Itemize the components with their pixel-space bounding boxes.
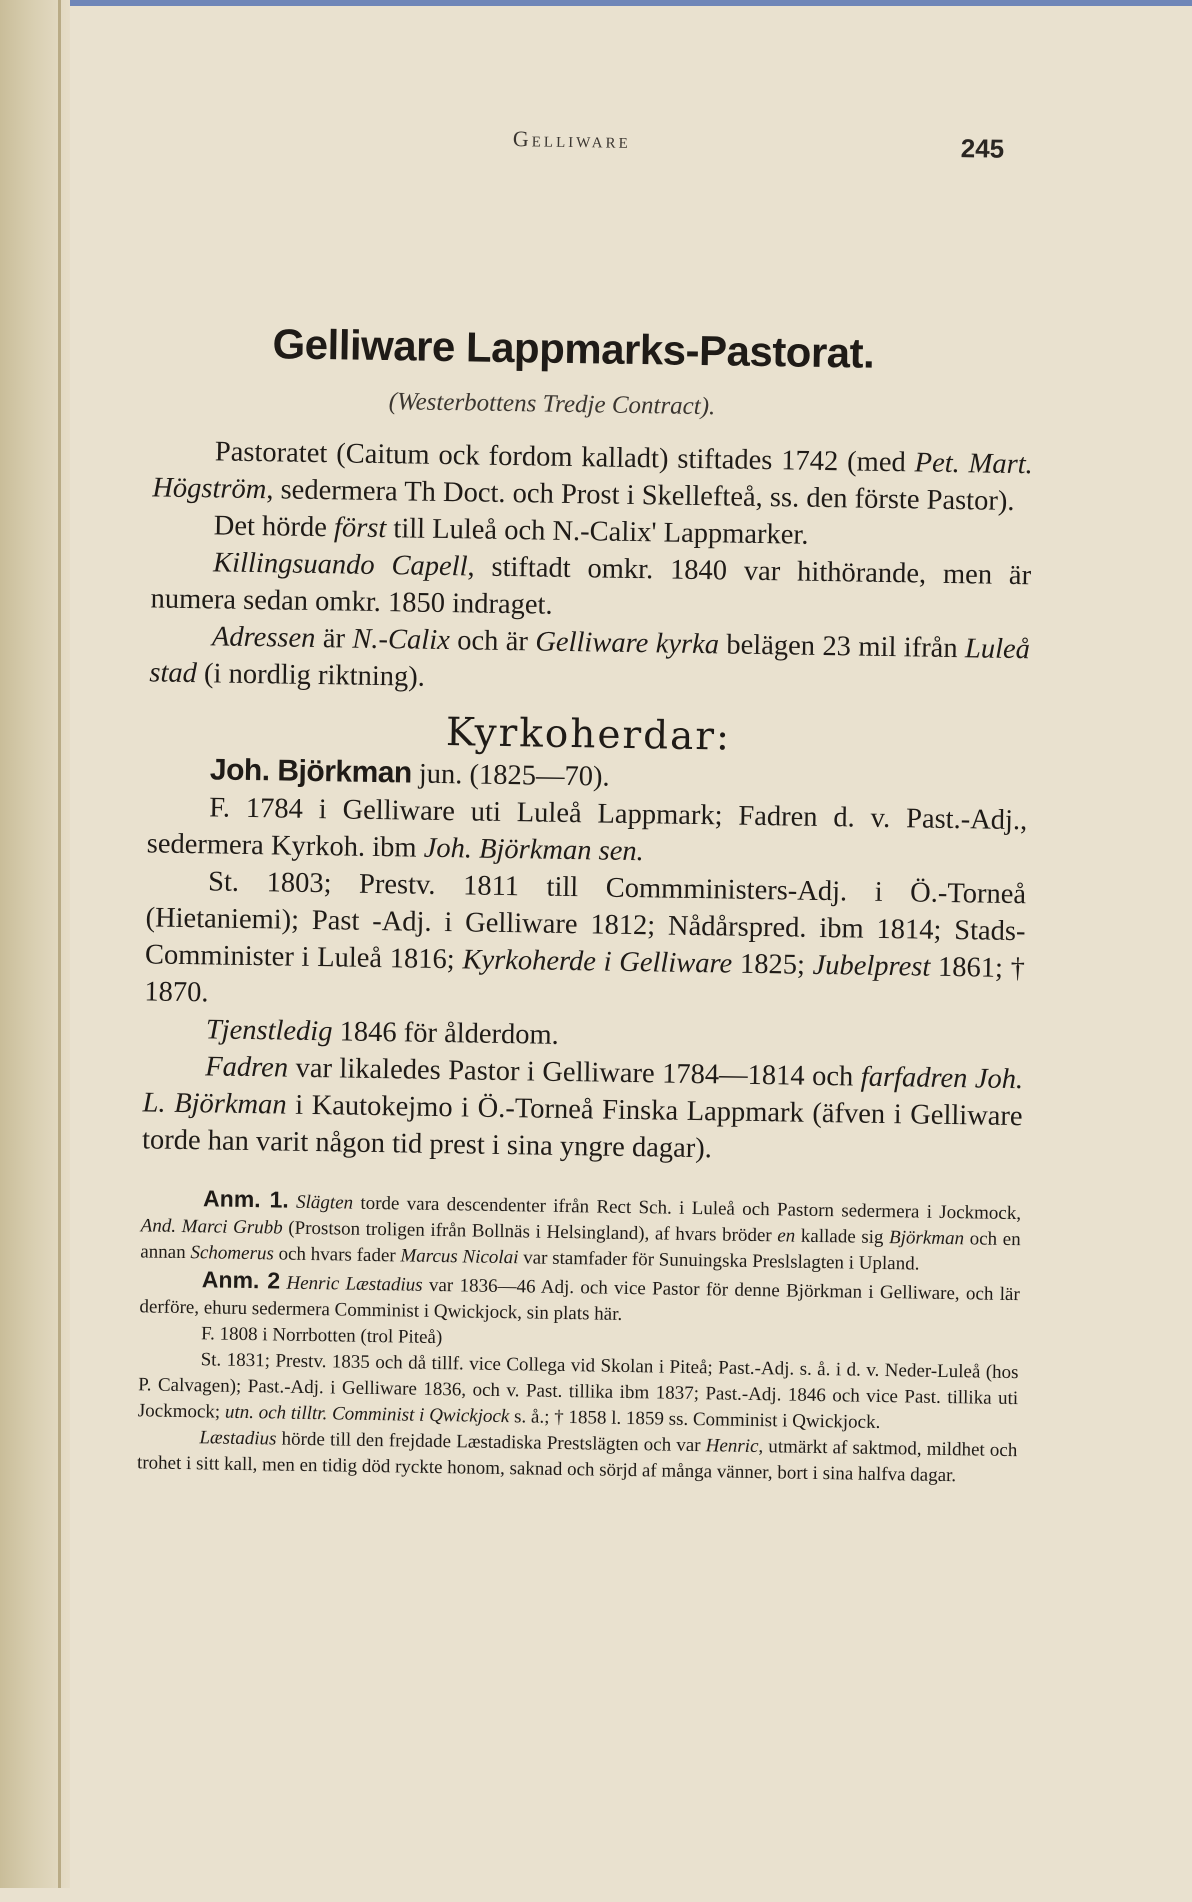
text-run: Fadren (205, 1051, 289, 1084)
text-run: Adressen (211, 621, 316, 654)
text-run: utn. och tilltr. Comminist i Qwickjock (224, 1401, 510, 1428)
section-heading: Kyrkoherdar: (445, 710, 732, 760)
text-run: Jubelprest (812, 949, 931, 983)
text-run: N.-Calix (352, 623, 451, 657)
text-run: 1846 för ålderdom. (332, 1016, 560, 1051)
text-run: Slägten (295, 1191, 354, 1214)
text-run: Luleå stad (149, 633, 1031, 690)
text-run: Det hörde (213, 510, 335, 544)
text-run: Björkman (888, 1227, 965, 1250)
entry-years: jun. (1825—70). (411, 758, 610, 793)
running-head: Gelliware (512, 126, 631, 153)
text-run: (Prostson troligen ifrån Bollnäs i Helsingland), af hvars bröder (282, 1217, 778, 1247)
text-run: 1861; † 1870. (144, 951, 1026, 1009)
text-run: , utmärkt af saktmod, mildhet och trohet i sitt kall, men en tidig död ryckte honom, saknad och sörjd af många vänner, bort i sina halfva dagar. (136, 1436, 1018, 1487)
entry-name: Joh. Björkman (209, 753, 413, 790)
book-page (100, 0, 1050, 1902)
text-run: först (333, 512, 387, 545)
text-run: till Luleå och N.-Calix' Lappmarker. (386, 513, 809, 551)
note-1 (140, 1184, 1021, 1279)
entry-father (142, 1047, 1024, 1172)
text-run: Pastoratet (Caitum ock fordom kalladt) stiftades 1742 (med (214, 436, 915, 479)
text-run: Henric (705, 1435, 759, 1458)
text-run: F. 1808 i Norrbotten (trol Piteå) (200, 1323, 443, 1349)
text-run: kallade sig (795, 1225, 890, 1249)
text-run: Henric Læstadius (286, 1272, 423, 1296)
page-title: Gelliware Lappmarks-Pastorat. (272, 320, 875, 377)
text-run: i Kautokejmo i Ö.-Torneå Finska Lappmark (äfven i Gelliware torde han varit någon tid prest i sina yngre dagar). (141, 1089, 1023, 1165)
text-run: belägen 23 mil ifrån (718, 629, 966, 665)
text-run: (i nordlig riktning). (196, 658, 426, 693)
text-run: och hvars fader (273, 1243, 401, 1267)
page-number: 245 (960, 133, 1005, 164)
note-2-career (138, 1346, 1019, 1438)
text-run: är (315, 622, 353, 655)
text-run: var likaledes Pastor i Gelliware 1784—1814 och (287, 1052, 862, 1093)
text-run: farfadren Joh. L. Björkman (142, 1061, 1024, 1121)
text-run: Kyrkoherde i Gelliware (462, 944, 733, 980)
address-paragraph (149, 617, 1030, 705)
text-run: St. 1831; Prestv. 1835 och då tillf. vice Collega vid Skolan i Piteå; Past.-Adj. s. å. i d. v. Neder-Luleå (hos P. Calvagen); Past.-Adj. i Gelliware 1836, och v. Past. tillika ibm 1837; Past.-Adj. 1846 och vice Past. tillika uti Jockmock; (137, 1349, 1019, 1423)
text-run: hörde till den frejdade Læstadiska Prestslägten och var (276, 1428, 706, 1457)
intro-paragraph (152, 432, 1033, 520)
chapel-paragraph (150, 543, 1031, 631)
main-text (137, 432, 1033, 1490)
text-run: Marcus Nicolai (400, 1245, 519, 1269)
text-run: Læstadius (199, 1427, 277, 1450)
text-run: Killingsuando Capell (212, 547, 468, 583)
text-run: s. å.; † 1858 l. 1859 ss. Comminist i Qwickjock. (509, 1406, 881, 1433)
text-run: Gelliware kyrka (535, 626, 720, 661)
text-run: And. Marci Grubb (140, 1215, 283, 1239)
text-run: F. 1784 i Gelliware uti Luleå Lappmark; Fadren d. v. Past.-Adj., sedermera Kyrkoh. ibm (146, 792, 1028, 864)
note-1-label: Anm. 1. (202, 1185, 290, 1213)
text-run: Schomerus (190, 1242, 275, 1265)
text-run: Joh. Björkman sen. (423, 832, 644, 868)
text-run: en (777, 1225, 796, 1247)
text-run: Tjenstledig (205, 1014, 333, 1048)
text-run: var stamfader för Sunuingska Preslslagten i Upland. (518, 1247, 920, 1275)
note-2-label: Anm. 2 (201, 1266, 281, 1294)
footnotes (137, 1184, 1021, 1490)
text-run: , stiftadt omkr. 1840 var hithörande, men är numera sedan omkr. 1850 indraget. (150, 551, 1032, 621)
spine-fold-line (58, 0, 61, 1888)
text-run: och en annan (140, 1228, 1021, 1264)
text-run: var 1836—46 Adj. och vice Pastor för denne Björkman i Gelliware, och lär derföre, ehuru sedermera Comminist i Qwickjock, sin plats här. (139, 1274, 1020, 1325)
text-run: och är (449, 625, 536, 658)
entry-career (144, 862, 1026, 1024)
text-run: torde vara descendenter ifrån Rect Sch. i Luleå och Pastorn sedermera i Jockmock, (352, 1192, 1022, 1225)
text-run: Pet. Mart. Högström (152, 447, 1034, 506)
text-run: St. 1803; Prestv. 1811 till Commministers-Adj. i Ö.-Torneå (Hietaniemi); Past -Adj. i Gelliware 1812; Nådårspred. ibm 1814; Stads-Comminister i Luleå 1816; (144, 866, 1027, 976)
entry-born (146, 788, 1027, 876)
page-subtitle: (Westerbottens Tredje Contract). (388, 388, 716, 421)
text-run: , sedermera Th Doct. och Prost i Skellefteå, ss. den förste Pastor). (266, 474, 1015, 517)
text-run: 1825; (731, 948, 813, 981)
